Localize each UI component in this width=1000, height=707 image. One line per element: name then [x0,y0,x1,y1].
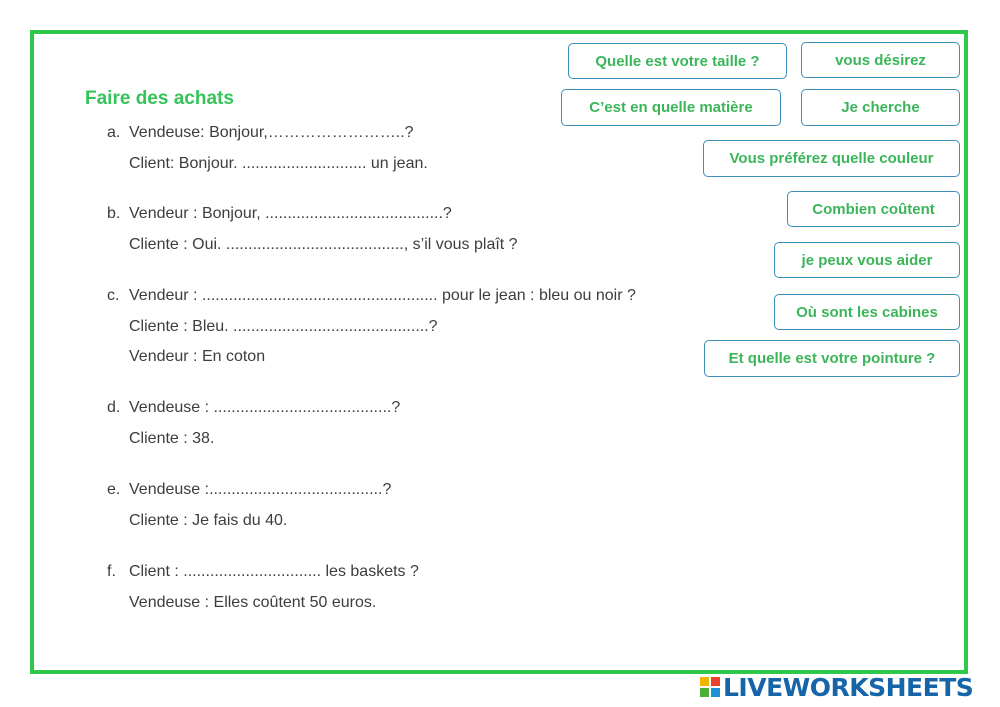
exercise-letter: e. [107,481,121,498]
exercise-text: Vendeuse :.......................................? [129,481,392,498]
exercise-letter: b. [107,205,121,222]
exercise-a-line-1 [107,124,414,142]
answer-chip-quelle-est-votre-taille[interactable]: Quelle est votre taille ? [568,43,787,79]
exercise-letter: a. [107,124,121,141]
exercise-b-line-2: Cliente : Oui. ........................................, s’il vous plaît ? [129,236,518,253]
worksheet-title: Faire des achats [85,88,234,109]
exercise-letter: d. [107,399,121,416]
answer-chip-vous-desirez[interactable]: vous désirez [801,42,960,78]
exercise-letter: c. [107,287,120,304]
answer-chip-cest-en-quelle-matiere[interactable]: C’est en quelle matière [561,89,781,126]
exercise-f-line-1 [107,563,419,581]
answer-chip-et-quelle-est-votre-pointure[interactable]: Et quelle est votre pointure ? [704,340,960,377]
liveworksheets-brand [700,672,973,702]
exercise-text: Vendeuse : ........................................? [129,399,401,416]
exercise-text: Client : ............................... les baskets ? [129,563,419,580]
liveworksheets-logo-icon [700,677,720,697]
exercise-b-line-1 [107,205,452,223]
exercise-c-line-1 [107,287,636,305]
answer-chip-je-cherche[interactable]: Je cherche [801,89,960,126]
exercise-c-line-2: Cliente : Bleu. ............................................? [129,318,438,335]
answer-chip-je-peux-vous-aider[interactable]: je peux vous aider [774,242,960,278]
exercise-letter: f. [107,563,116,580]
answer-chip-combien-coutent[interactable]: Combien coûtent [787,191,960,227]
exercise-text: Vendeur : Bonjour, ........................................? [129,205,452,222]
brand-name: LIVEWORKSHEETS [723,672,974,702]
exercise-text: Vendeur : ..................................................... pour le jean : bleu ou noir ? [129,287,636,304]
exercise-text: Vendeuse: Bonjour,……………………..? [129,124,414,141]
exercise-d-line-2: Cliente : 38. [129,430,215,447]
answer-chip-vous-preferez-quelle-couleur[interactable]: Vous préférez quelle couleur [703,140,960,177]
answer-chip-ou-sont-les-cabines[interactable]: Où sont les cabines [774,294,960,330]
exercise-a-line-2: Client: Bonjour. ............................ un jean. [129,155,428,172]
exercise-f-line-2: Vendeuse : Elles coûtent 50 euros. [129,594,377,611]
exercise-e-line-1 [107,481,391,499]
exercise-e-line-2: Cliente : Je fais du 40. [129,512,288,529]
exercise-d-line-1 [107,399,400,417]
exercise-c-line-3: Vendeur : En coton [129,348,266,365]
